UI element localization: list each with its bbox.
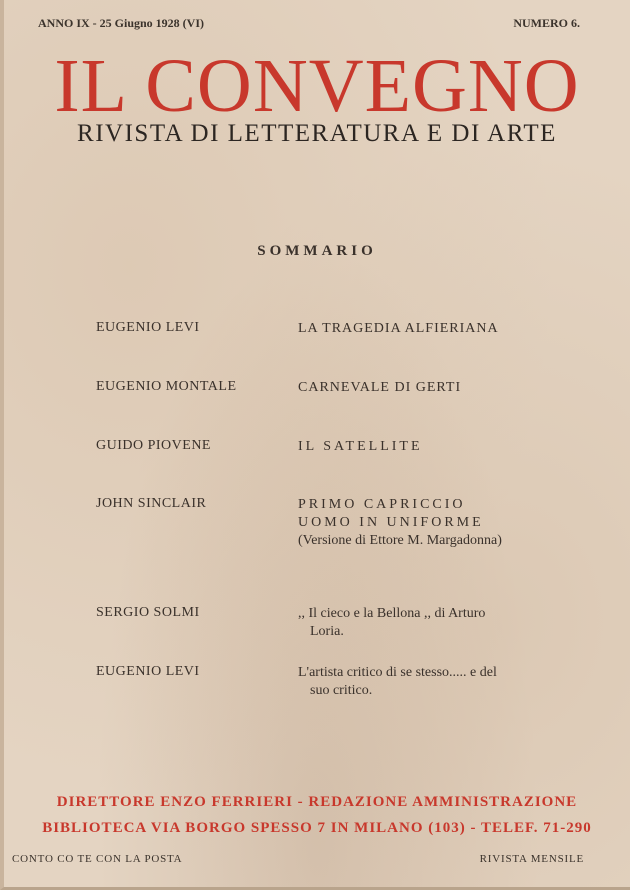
summary-entry (96, 438, 570, 456)
entry-author: SERGIO SOLMI (96, 605, 200, 620)
postal-line (12, 853, 584, 865)
entry-author: GUIDO PIOVENE (96, 438, 211, 453)
entry-title-line: CARNEVALE DI GERTI (298, 380, 462, 395)
entry-title (298, 320, 570, 338)
postal-note: CONTO CO TE CON LA POSTA (12, 853, 183, 865)
summary-entry (96, 320, 570, 338)
address-line: BIBLIOTECA VIA BORGO SPESSO 7 IN MILANO (103) - TELEF. 71-290 (42, 820, 592, 836)
issue-date: ANNO IX - 25 Giugno 1928 (VI) (38, 16, 205, 30)
entry-title-line: LA TRAGEDIA ALFIERIANA (298, 321, 499, 336)
entry-title-line: UOMO IN UNIFORME (298, 515, 484, 530)
issue-line (38, 16, 580, 31)
entry-title (298, 605, 570, 641)
summary-entry (96, 605, 570, 641)
entry-author: EUGENIO LEVI (96, 664, 200, 679)
entry-author: EUGENIO LEVI (96, 320, 200, 335)
magazine-subtitle: RIVISTA DI LETTERATURA E DI ARTE (77, 120, 557, 147)
entry-title-line: (Versione di Ettore M. Margadonna) (298, 533, 502, 548)
frequency-note: RIVISTA MENSILE (479, 853, 584, 865)
entry-title-line: Loria. (310, 624, 344, 639)
summary-entry (96, 379, 570, 397)
entry-title (298, 438, 570, 456)
summary-entry (96, 664, 570, 700)
entry-title-line: suo critico. (310, 683, 373, 698)
entry-author: EUGENIO MONTALE (96, 379, 237, 394)
entry-title (298, 664, 570, 700)
entry-title (298, 496, 570, 550)
entry-title (298, 379, 570, 397)
summary-heading: SOMMARIO (257, 243, 377, 259)
summary-entry (96, 496, 570, 550)
issue-number: NUMERO 6. (513, 16, 580, 30)
entry-author: JOHN SINCLAIR (96, 496, 207, 511)
entry-title-line: IL SATELLITE (298, 439, 423, 454)
magazine-title: IL CONVEGNO (54, 44, 580, 128)
entry-title-line: PRIMO CAPRICCIO (298, 497, 466, 512)
entry-title-line: ,, Il cieco e la Bellona ,, di Arturo (298, 606, 486, 621)
entry-title-line: L'artista critico di se stesso..... e del (298, 665, 497, 680)
publisher-line: DIRETTORE ENZO FERRIERI - REDAZIONE AMMINISTRAZIONE (56, 794, 578, 810)
